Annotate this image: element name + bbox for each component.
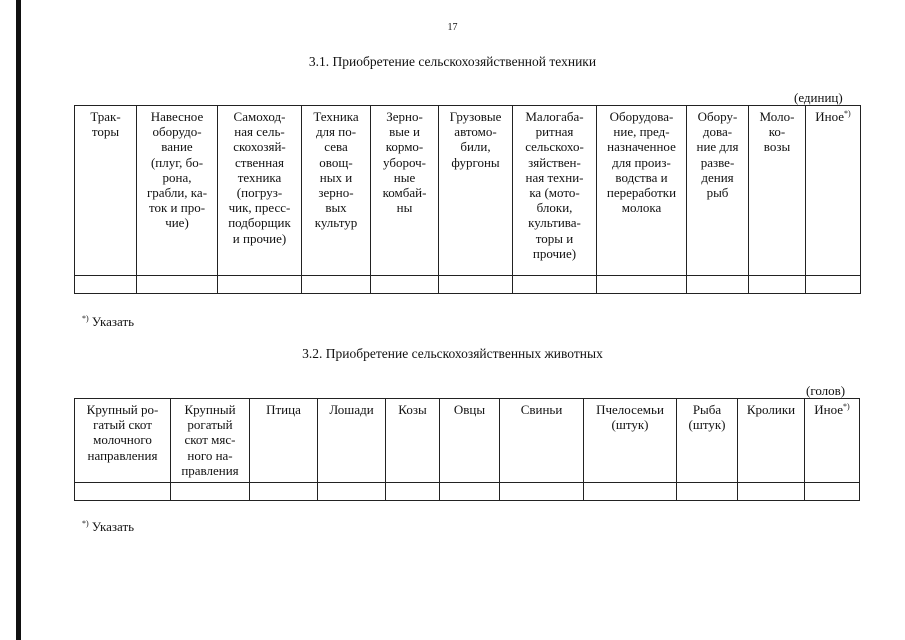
col-header-pigs: Свиньи xyxy=(500,399,584,483)
footnote-machinery xyxy=(82,314,134,330)
col-header-other xyxy=(806,106,861,276)
input-cell[interactable] xyxy=(386,483,440,501)
footnote-text: Указать xyxy=(91,519,135,534)
machinery-table xyxy=(74,105,861,294)
input-cell[interactable] xyxy=(677,483,738,501)
input-cell[interactable] xyxy=(75,483,171,501)
input-cell[interactable] xyxy=(584,483,677,501)
input-cell[interactable] xyxy=(439,276,513,294)
input-cell[interactable] xyxy=(805,483,860,501)
footnote-ref: *) xyxy=(844,109,851,118)
col-header-bee-colonies: Пчелосемьи (штук) xyxy=(584,399,677,483)
col-header-sheep: Овцы xyxy=(440,399,500,483)
input-cell[interactable] xyxy=(318,483,386,501)
left-margin-bar xyxy=(16,0,21,640)
col-header-milk-equipment: Оборудова- ние, пред- назначенное для произ- водства и переработки молока xyxy=(597,106,687,276)
col-header-other-label: Иное xyxy=(815,109,845,124)
footnote-ref: *) xyxy=(843,402,850,411)
animals-table xyxy=(74,398,860,501)
col-header-other-label: Иное xyxy=(814,402,844,417)
col-header-tractors: Трак- торы xyxy=(75,106,137,276)
col-header-fish-equipment: Обору- дова- ние для разве- дения рыб xyxy=(687,106,749,276)
input-cell[interactable] xyxy=(597,276,687,294)
input-cell[interactable] xyxy=(137,276,218,294)
col-header-small-machinery: Малогаба- ритная сельскохо- зяйствен- ная техни- ка (мото- блоки, культива- торы и прочие) xyxy=(513,106,597,276)
input-cell[interactable] xyxy=(687,276,749,294)
col-header-dairy-cattle: Крупный ро- гатый скот молочного направления xyxy=(75,399,171,483)
section-title-animals: 3.2. Приобретение сельскохозяйственных животных xyxy=(302,346,603,361)
input-cell[interactable] xyxy=(738,483,805,501)
input-cell[interactable] xyxy=(513,276,597,294)
page-number: 17 xyxy=(447,22,458,33)
unit-label-machinery: (единиц) xyxy=(794,90,843,105)
input-cell[interactable] xyxy=(250,483,318,501)
col-header-sowing-machinery: Техника для по- сева овощ- ных и зерно- вых культур xyxy=(302,106,371,276)
col-header-poultry: Птица xyxy=(250,399,318,483)
col-header-goats: Козы xyxy=(386,399,440,483)
unit-label-animals: (голов) xyxy=(806,383,846,398)
col-header-beef-cattle: Крупный рогатый скот мяс- ного на- правления xyxy=(171,399,250,483)
footnote-text: Указать xyxy=(91,314,135,329)
animals-header-row xyxy=(75,399,860,483)
col-header-milk-trucks: Моло- ко- возы xyxy=(749,106,806,276)
footnote-mark: *) xyxy=(82,314,89,323)
footnote-animals xyxy=(82,519,134,535)
col-header-other xyxy=(805,399,860,483)
input-cell[interactable] xyxy=(749,276,806,294)
input-cell[interactable] xyxy=(171,483,250,501)
col-header-rabbits: Кролики xyxy=(738,399,805,483)
input-cell[interactable] xyxy=(371,276,439,294)
input-cell[interactable] xyxy=(500,483,584,501)
machinery-data-row xyxy=(75,276,861,294)
input-cell[interactable] xyxy=(440,483,500,501)
input-cell[interactable] xyxy=(218,276,302,294)
input-cell[interactable] xyxy=(806,276,861,294)
section-title-machinery: 3.1. Приобретение сельскохозяйственной техники xyxy=(308,54,597,69)
col-header-horses: Лошади xyxy=(318,399,386,483)
input-cell[interactable] xyxy=(302,276,371,294)
footnote-mark: *) xyxy=(82,519,89,528)
col-header-self-propelled: Самоход- ная сель- скохозяй- ственная техника (погруз- чик, пресс- подборщик и прочие) xyxy=(218,106,302,276)
col-header-mounted-equipment: Навесное оборудо- вание (плуг, бо- рона, грабли, ка- ток и про- чие) xyxy=(137,106,218,276)
input-cell[interactable] xyxy=(75,276,137,294)
col-header-harvesters: Зерно- вые и кормо- убороч- ные комбай- ны xyxy=(371,106,439,276)
machinery-header-row xyxy=(75,106,861,276)
col-header-trucks: Грузовые автомо- били, фургоны xyxy=(439,106,513,276)
col-header-fish: Рыба (штук) xyxy=(677,399,738,483)
animals-data-row xyxy=(75,483,860,501)
